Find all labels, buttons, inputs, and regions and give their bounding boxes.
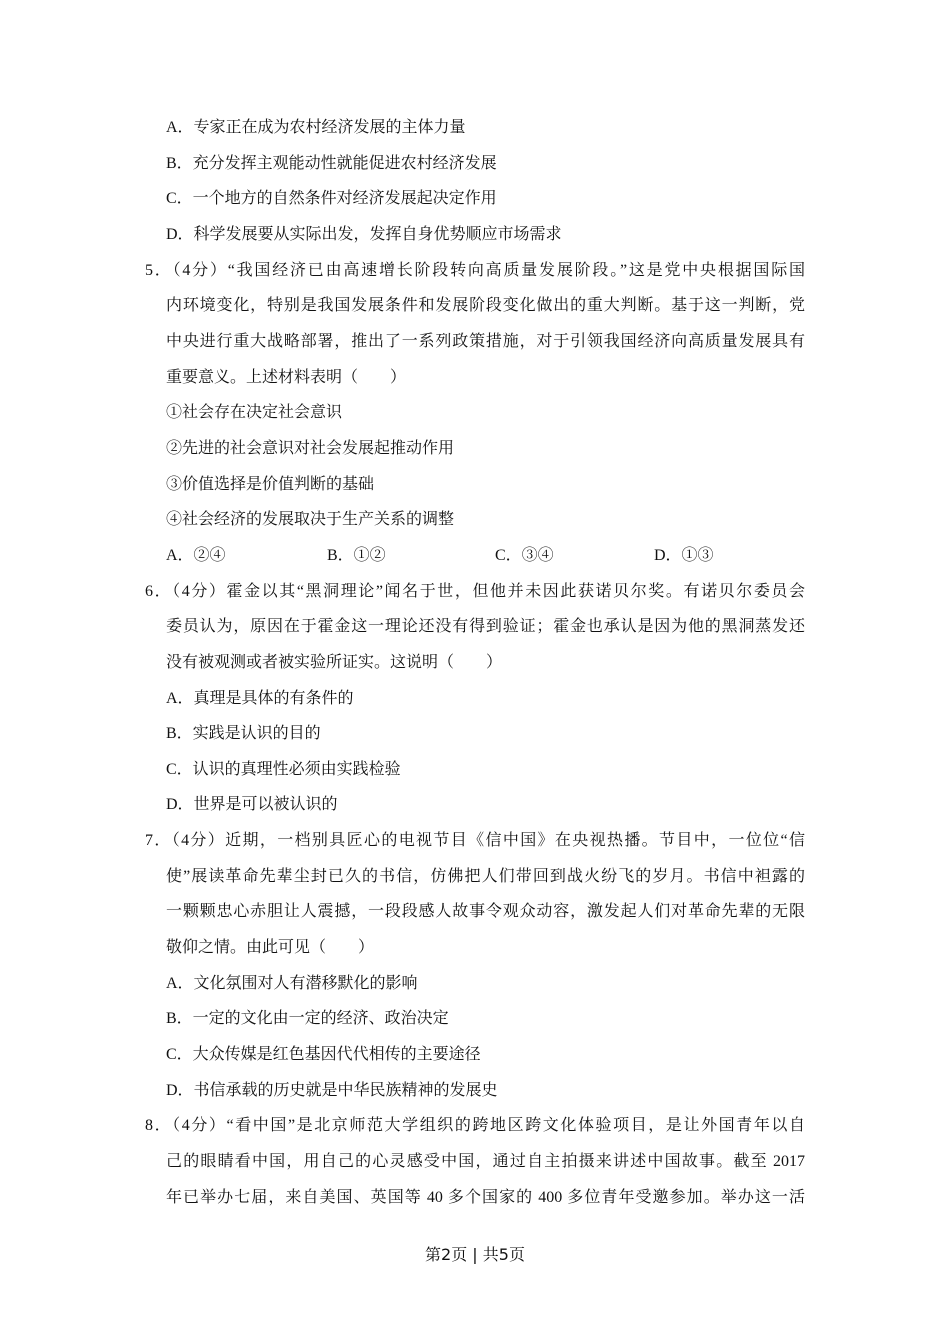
q8-stem-line: 年已举办七届，来自美国、英国等 40 多个国家的 400 多位青年受邀参加。举办这一活 [166, 1188, 805, 1206]
q7-option-a: A．文化氛围对人有潜移默化的影响 [166, 974, 418, 992]
q7-stem-line: 使”展读革命先辈尘封已久的书信，仿佛把人们带回到战火纷飞的岁月。书信中袒露的 [166, 867, 805, 885]
q5-option-c: C．③④ [495, 546, 554, 564]
q4-option-b: B．充分发挥主观能动性就能促进农村经济发展 [166, 154, 497, 172]
q5-stem-line: 内环境变化，特别是我国发展条件和发展阶段变化做出的重大判断。基于这一判断，党 [166, 297, 805, 315]
q6-option-b: B．实践是认识的目的 [166, 725, 321, 743]
q7-option-b: B．一定的文化由一定的经济、政治决定 [166, 1010, 449, 1028]
q5-statement: ③价值选择是价值判断的基础 [166, 475, 375, 493]
q6-option-c: C．认识的真理性必须由实践检验 [166, 760, 401, 778]
q6-stem-line: 委员认为，原因在于霍金这一理论还没有得到验证；霍金也承认是因为他的黑洞蒸发还 [166, 618, 805, 636]
q6-option-a: A．真理是具体的有条件的 [166, 689, 354, 707]
q5-statement: ①社会存在决定社会意识 [166, 404, 343, 422]
q7-option-d: D．书信承载的历史就是中华民族精神的发展史 [166, 1081, 498, 1099]
q5-option-a: A．②④ [166, 546, 226, 564]
q8-stem-line: 8．（4分）“看中国”是北京师范大学组织的跨地区跨文化体验项目，是让外国青年以自 [145, 1117, 805, 1135]
q5-statement: ④社会经济的发展取决于生产关系的调整 [166, 511, 455, 529]
q7-option-c: C．大众传媒是红色基因代代相传的主要途径 [166, 1046, 481, 1064]
q6-stem-line: 6．（4分）霍金以其“黑洞理论”闻名于世，但他并未因此获诺贝尔奖。有诺贝尔委员会 [145, 582, 805, 600]
q5-statement: ②先进的社会意识对社会发展起推动作用 [166, 439, 455, 457]
q5-stem-line: 中央进行重大战略部署，推出了一系列政策措施，对于引领我国经济向高质量发展具有 [166, 332, 805, 350]
q6-option-d: D．世界是可以被认识的 [166, 796, 338, 814]
q7-stem-line: 敬仰之情。由此可见（ ） [166, 939, 375, 957]
q5-option-b: B．①② [327, 546, 386, 564]
q7-stem-line: 一颗颗忠心赤胆让人震撼，一段段感人故事令观众动容，激发起人们对革命先辈的无限 [166, 903, 805, 921]
q5-stem-line: 5．（4分）“我国经济已由高速增长阶段转向高质量发展阶段。”这是党中央根据国际国 [145, 261, 805, 279]
q5-option-d: D．①③ [654, 546, 714, 564]
q4-option-a: A．专家正在成为农村经济发展的主体力量 [166, 119, 466, 136]
q7-stem-line: 7．（4分）近期，一档别具匠心的电视节目《信中国》在央视热播。节目中，一位位“信 [145, 832, 805, 850]
q5-stem-line: 重要意义。上述材料表明（ ） [166, 368, 407, 386]
q6-stem-line: 没有被观测或者被实验所证实。这说明（ ） [166, 653, 503, 671]
q4-option-d: D．科学发展要从实际出发，发挥自身优势顺应市场需求 [166, 225, 562, 243]
q8-stem-line: 己的眼睛看中国，用自己的心灵感受中国，通过自主拍摄来讲述中国故事。截至 2017 [166, 1153, 805, 1171]
page-footer: 第2页 | 共5页 [425, 1245, 525, 1264]
q4-option-c: C．一个地方的自然条件对经济发展起决定作用 [166, 190, 497, 208]
q5-options [0, 538, 950, 574]
